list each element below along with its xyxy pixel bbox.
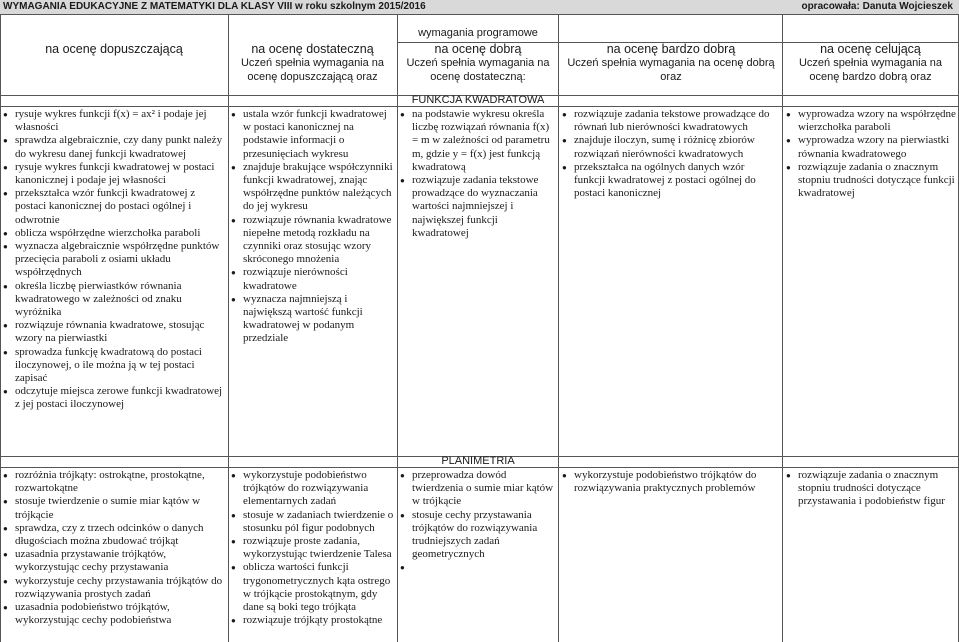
col-title: na ocenę dobrą [434, 42, 522, 56]
list-item: ● oblicza wartości funkcji trygonometrycznych kąta ostrego w trójkącie prostokątnym, gdy dane są boki tego trójkąta [231, 561, 395, 614]
col-title: na ocenę dostateczną [251, 42, 374, 56]
list-item [400, 561, 556, 574]
document-author: opracowała: Danuta Wojcieszek [801, 1, 953, 12]
cell-planimetria-dostateczna [231, 469, 395, 627]
list-item: ● sprawdza, czy z trzech odcinków o danych długościach można zbudować trójkąt [3, 522, 225, 548]
col-title: na ocenę dopuszczającą [45, 42, 183, 56]
list-item: ● rozwiązuje proste zadania, wykorzystując twierdzenie Talesa [231, 535, 395, 561]
col-title: na ocenę celującą [820, 42, 921, 56]
col-header-dobra [399, 42, 557, 84]
list-item: ● rozwiązuje zadania tekstowe prowadzące do wyznaczania wartości najmniejszej i największej funkcji kwadratowej [400, 174, 556, 240]
list-item: ● rozwiązuje zadania tekstowe prowadzące do równań lub nierówności kwadratowych [562, 108, 778, 134]
list-item: ● uzasadnia przystawanie trójkątów, wykorzystując cechy przystawania [3, 548, 225, 574]
list-item: ● rozwiązuje zadania o znacznym stopniu trudności dotyczące przystawania i podobieństw figur [786, 469, 956, 509]
cell-funkcja-bardzo-dobra [562, 108, 778, 200]
list-item: ● wykorzystuje podobieństwo trójkątów do rozwiązywania praktycznych problemów [562, 469, 778, 495]
col-header-bardzo-dobra [562, 42, 780, 84]
list-item: ● przeprowadza dowód twierdzenia o sumie miar kątów w trójkącie [400, 469, 556, 509]
requirements-group-title: wymagania programowe [418, 27, 538, 39]
list-item: ● sprawdza algebraicznie, czy dany punkt należy do wykresu danej funkcji kwadratowej [3, 134, 225, 160]
document-title: WYMAGANIA EDUKACYJNE Z MATEMATYKI DLA KLASY VIII w roku szkolnym 2015/2016 [3, 1, 426, 12]
list-item: ● ustala wzór funkcji kwadratowej w postaci kanonicznej na podstawie informacji o przesunięciach wykresu [231, 108, 395, 161]
section-title-funkcja-kwadratowa: FUNKCJA KWADRATOWA [411, 94, 545, 106]
list-item: ● wykorzystuje cechy przystawania trójkątów do rozwiązywania prostych zadań [3, 575, 225, 601]
list-item: ● rozróżnia trójkąty: ostrokątne, prostokątne, rozwartokątne [3, 469, 225, 495]
list-item: ● rysuje wykres funkcji f(x) = ax² i podaje jej własności [3, 108, 225, 134]
col-header-dopuszczajaca [2, 42, 226, 56]
document-header [0, 0, 959, 15]
list-item: ● rozwiązuje nierówności kwadratowe [231, 266, 395, 292]
col-subtitle: Uczeń spełnia wymagania na ocenę dopuszczającą oraz [240, 57, 385, 83]
cell-funkcja-celujaca [786, 108, 956, 200]
section-title-planimetria: PLANIMETRIA [441, 455, 515, 467]
cell-funkcja-dopuszczajaca [3, 108, 225, 412]
col-header-celujaca [784, 42, 957, 84]
cell-planimetria-dopuszczajaca [3, 469, 225, 627]
list-item: ● odczytuje miejsca zerowe funkcji kwadratowej z jej postaci iloczynowej [3, 385, 225, 411]
list-item: ● wyznacza algebraicznie współrzędne punktów przecięcia paraboli z osiami układu współrzędnych [3, 240, 225, 280]
list-item: ● rysuje wykres funkcji kwadratowej w postaci kanonicznej i podaje jej własności [3, 161, 225, 187]
list-item: ● sprowadza funkcję kwadratową do postaci iloczynowej, o ile można ją w tej postaci zapisać [3, 346, 225, 386]
cell-planimetria-celujaca [786, 469, 956, 509]
list-item: ● wyprowadza wzory na współrzędne wierzchołka paraboli [786, 108, 956, 134]
list-item: ● wyznacza najmniejszą i największą wartość funkcji kwadratowej w podanym przedziale [231, 293, 395, 346]
list-item: ● określa liczbę pierwiastków równania kwadratowego w zależności od znaku wyróżnika [3, 280, 225, 320]
cell-planimetria-dobra [400, 469, 556, 574]
cell-funkcja-dostateczna [231, 108, 395, 346]
col-header-dostateczna [230, 42, 395, 84]
list-item: ● stosuje twierdzenie o sumie miar kątów w trójkącie [3, 495, 225, 521]
list-item: ● rozwiązuje trójkąty prostokątne [231, 614, 395, 627]
list-item: ● wyprowadza wzory na pierwiastki równania kwadratowego [786, 134, 956, 160]
list-item: ● rozwiązuje zadania o znacznym stopniu trudności dotyczące funkcji kwadratowej [786, 161, 956, 201]
list-item: ● stosuje w zadaniach twierdzenie o stosunku pól figur podobnych [231, 509, 395, 535]
list-item: ● znajduje brakujące współczynniki funkcji kwadratowej, znając współrzędne punktów należących do jej wykresu [231, 161, 395, 214]
list-item: ● przekształca na ogólnych danych wzór funkcji kwadratowej z postaci ogólnej do postaci kanonicznej [562, 161, 778, 201]
col-subtitle: Uczeń spełnia wymagania na ocenę dostateczną: [406, 57, 550, 83]
cell-planimetria-bardzo-dobra [562, 469, 778, 495]
list-item: ● uzasadnia podobieństwo trójkątów, wykorzystując cechy podobieństwa [3, 601, 225, 627]
col-title: na ocenę bardzo dobrą [606, 42, 736, 56]
list-item: ● przekształca wzór funkcji kwadratowej z postaci kanonicznej do postaci ogólnej i odwrotnie [3, 187, 225, 227]
list-item: ● oblicza współrzędne wierzchołka paraboli [3, 227, 225, 240]
list-item: ● rozwiązuje równania kwadratowe, stosując wzory na pierwiastki [3, 319, 225, 345]
list-item: ● rozwiązuje równania kwadratowe niepełne metodą rozkładu na czynniki oraz stosując wzory skróconego mnożenia [231, 214, 395, 267]
cell-funkcja-dobra [400, 108, 556, 240]
list-item: ● znajduje iloczyn, sumę i różnicę zbiorów rozwiązań nierówności kwadratowych [562, 134, 778, 160]
col-subtitle: Uczeń spełnia wymagania na ocenę dobrą oraz [567, 57, 775, 83]
list-item: ● na podstawie wykresu określa liczbę rozwiązań równania f(x) = m w zależności od parametru m, gdzie y = f(x) jest funkcją kwadratową [400, 108, 556, 174]
list-item: ● stosuje cechy przystawania trójkątów do rozwiązywania trudniejszych zadań geometrycznych [400, 509, 556, 562]
col-subtitle: Uczeń spełnia wymagania na ocenę bardzo dobrą oraz [798, 57, 943, 83]
list-item: ● wykorzystuje podobieństwo trójkątów do rozwiązywania elementarnych zadań [231, 469, 395, 509]
